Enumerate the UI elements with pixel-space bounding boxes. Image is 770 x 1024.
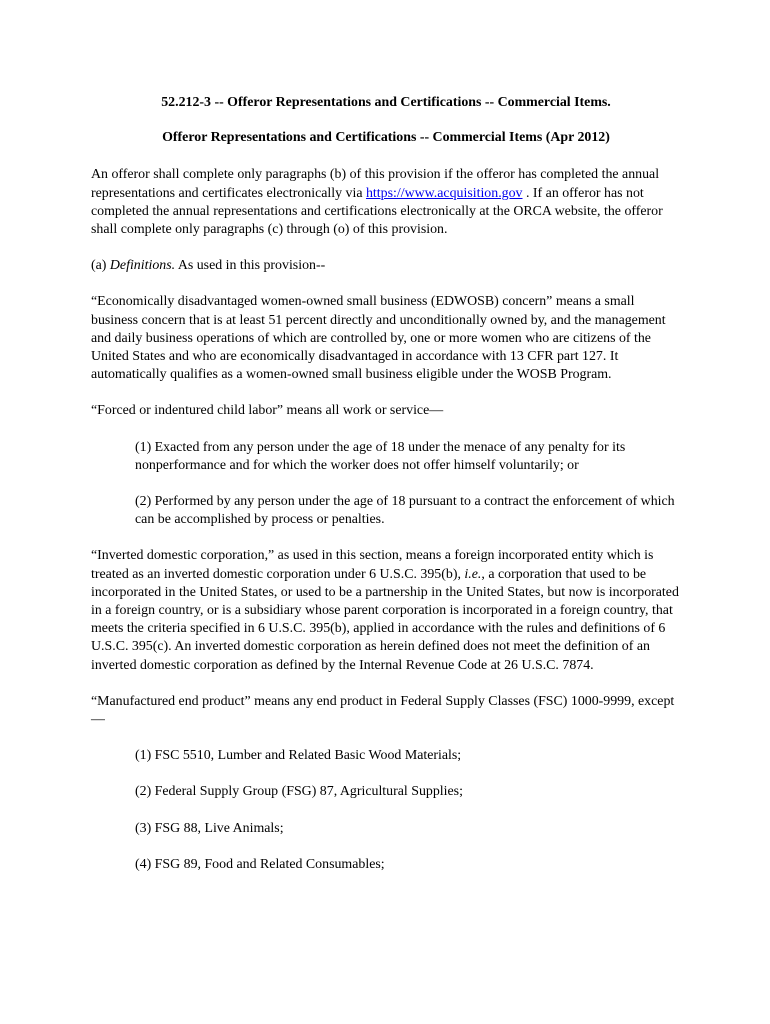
intro-text-end: . If an offeror has not completed the annual representations and certifications electronically at the ORCA website, the offeror shall complete only paragraphs (c) through (o) of this provision. [91,185,663,238]
inverted-corporation-definition [91,547,681,674]
document-heading: 52.212-3 -- Offeror Representations and Certifications -- Commercial Items. [161,95,611,110]
manufactured-end-product-definition: “Manufactured end product” means any end product in Federal Supply Classes (FSC) 1000-9999, except— [91,693,675,728]
manufactured-item-2: (2) Federal Supply Group (FSG) 87, Agricultural Supplies; [135,784,463,800]
intro-text-start: An offeror shall complete only paragraphs (b) of this provision if the offeror has completed the annual representations and certificates electronically via [91,167,660,201]
definitions-italic: Definitions. [109,258,176,274]
forced-labor-item-2: (2) Performed by any person under the age of 18 pursuant to a contract the enforcement of which can be accomplished by process or penalties. [135,494,675,528]
inverted-text-start: “Inverted domestic corporation,” as used in this section, means a foreign incorporated entity which is treated as an inverted domestic corporation under 6 U.S.C. 395(b), [91,548,654,582]
document-subheading: Offeror Representations and Certifications -- Commercial Items (Apr 2012) [162,130,610,146]
forced-labor-item-1: (1) Exacted from any person under the age of 18 under the menace of any penalty for its nonperformance and for which the worker does not offer himself voluntarily; or [135,439,626,473]
definitions-suffix: As used in this provision-- [175,258,326,274]
definitions-label [91,257,681,275]
manufactured-item-1: (1) FSC 5510, Lumber and Related Basic Wood Materials; [135,748,462,764]
manufactured-item-3: (3) FSG 88, Live Animals; [135,820,284,836]
document-page [91,94,681,892]
acquisition-gov-link[interactable]: https://www.acquisition.gov [365,185,523,201]
manufactured-item-4: (4) FSG 89, Food and Related Consumables; [135,856,385,872]
definitions-prefix: (a) [91,258,110,274]
inverted-italic-ie: i.e. [464,566,482,582]
inverted-text-end: , a corporation that used to be incorporated in the United States, or used to be a partnership in the United States, but now is incorporated in a foreign country, or is a subsidiary whose parent corporation is incorporated in a foreign country, that meets the criteria specified in 6 U.S.C. 395(b), applied in accordance with the rules and definitions of 6 U.S.C. 395(c). An inverted domestic corporation as herein defined does not meet the definition of an inverted domestic corporation as defined by the Internal Revenue Code at 26 U.S.C. 7874. [91,566,679,673]
forced-labor-definition: “Forced or indentured child labor” means all work or service— [91,403,444,419]
intro-paragraph [91,166,681,239]
edwosb-definition: “Economically disadvantaged women-owned small business (EDWOSB) concern” means a small business concern that is at least 51 percent directly and unconditionally owned by, and the management and daily business operations of which are controlled by, one or more women who are citizens of the United States and who are economically disadvantaged in accordance with 13 CFR part 127. It automatically qualifies as a women-owned small business eligible under the WOSB Program. [91,294,666,383]
